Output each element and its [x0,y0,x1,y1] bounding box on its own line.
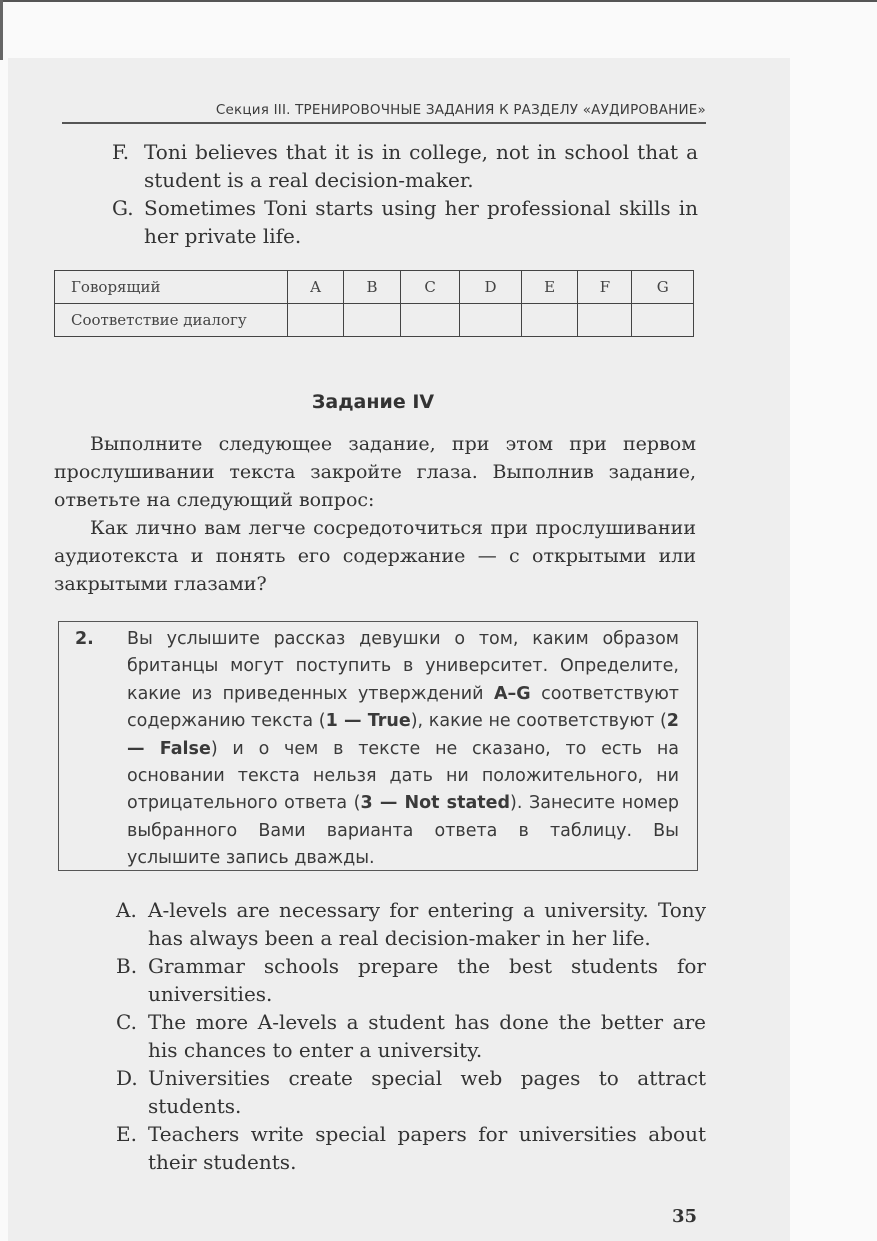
list-item [116,952,706,1008]
column-header: B [344,271,401,304]
item-letter: C. [116,1010,137,1034]
instruction-bold: A–G [493,683,531,704]
running-header: Секция III. ТРЕНИРОВОЧНЫЕ ЗАДАНИЯ К РАЗДЕЛУ «АУДИРОВАНИЕ» [62,102,706,124]
table-row [55,271,694,304]
book-page [8,58,790,1241]
column-header: C [401,271,460,304]
item-text: A-levels are necessary for entering a university. Tony has always been a real decision-maker in her life. [148,898,706,950]
column-header: A [288,271,344,304]
item-text: The more A-levels a student has done the better are his chances to enter a university. [148,1010,706,1062]
column-header: G [632,271,694,304]
item-text: Teachers write special papers for universities about their students. [148,1122,706,1174]
column-header: F [578,271,632,304]
item-text: Sometimes Toni starts using her professional skills in her private life. [144,196,698,248]
list-item [116,1064,706,1120]
task-iv-question: Как лично вам легче сосредоточиться при прослушивании аудиотекста и понять его содержание — с открытыми или закрытыми глазами? [54,517,696,595]
speaker-matching-table [54,270,694,337]
item-text: Grammar schools prepare the best students for universities. [148,954,706,1006]
column-header: D [460,271,522,304]
answer-cell[interactable] [401,304,460,337]
instruction-text: ). Занесите номер выбранного Вами варианта ответа в таблицу. Вы услышите запись дважды. [127,793,679,869]
list-item [112,138,698,194]
instruction-bold: 3 — Not stated [360,793,511,814]
task-iv-title: Задание IV [311,391,435,413]
instruction-text: ), какие не соответствуют ( [410,711,667,732]
statements-list-ae [116,896,706,1176]
list-item [112,194,698,250]
page-number: 35 [672,1206,698,1227]
answer-cell[interactable] [521,304,578,337]
list-item [116,1120,706,1176]
item-letter: B. [116,954,138,978]
task-2-instructions [127,626,679,873]
list-item [116,1008,706,1064]
item-letter: G. [112,196,134,220]
instruction-text: соответствуют содержанию текста ( [127,683,680,732]
scan-edge-left [0,0,3,60]
item-letter: A. [116,898,137,922]
scan-edge-top [0,0,877,2]
list-item [116,896,706,952]
instruction-text: ) и о чем в тексте не сказано, то есть на основании текста нельзя дать ни положительного, ни отрицательного ответа ( [127,738,679,814]
task-iv-instruction: Выполните следующее задание, при этом при первом прослушивании текста закройте глаза. Выполнив задание, ответьте на следующий вопрос: [54,433,696,511]
statements-list-fg [112,138,698,250]
column-header: E [521,271,578,304]
answer-cell[interactable] [288,304,344,337]
item-letter: E. [116,1122,137,1146]
task-2-box [58,621,698,871]
row-label-match: Соответствие диалогу [55,304,288,337]
task-number: 2. [75,629,94,649]
answer-cell[interactable] [578,304,632,337]
table-row [55,304,694,337]
answer-cell[interactable] [632,304,694,337]
instruction-bold: 2 — False [127,711,679,759]
row-label-speaker: Говорящий [55,271,288,304]
instruction-bold: 1 — True [325,711,411,732]
instruction-text: Вы услышите рассказ девушки о том, каким образом британцы могут поступить в университет. Определите, какие из приведенных утверждений [127,629,679,704]
answer-cell[interactable] [460,304,522,337]
item-text: Toni believes that it is in college, not in school that a student is a real decision-maker. [144,140,698,192]
item-letter: F. [112,140,130,164]
item-letter: D. [116,1066,138,1090]
answer-cell[interactable] [344,304,401,337]
item-text: Universities create special web pages to attract students. [148,1066,706,1118]
